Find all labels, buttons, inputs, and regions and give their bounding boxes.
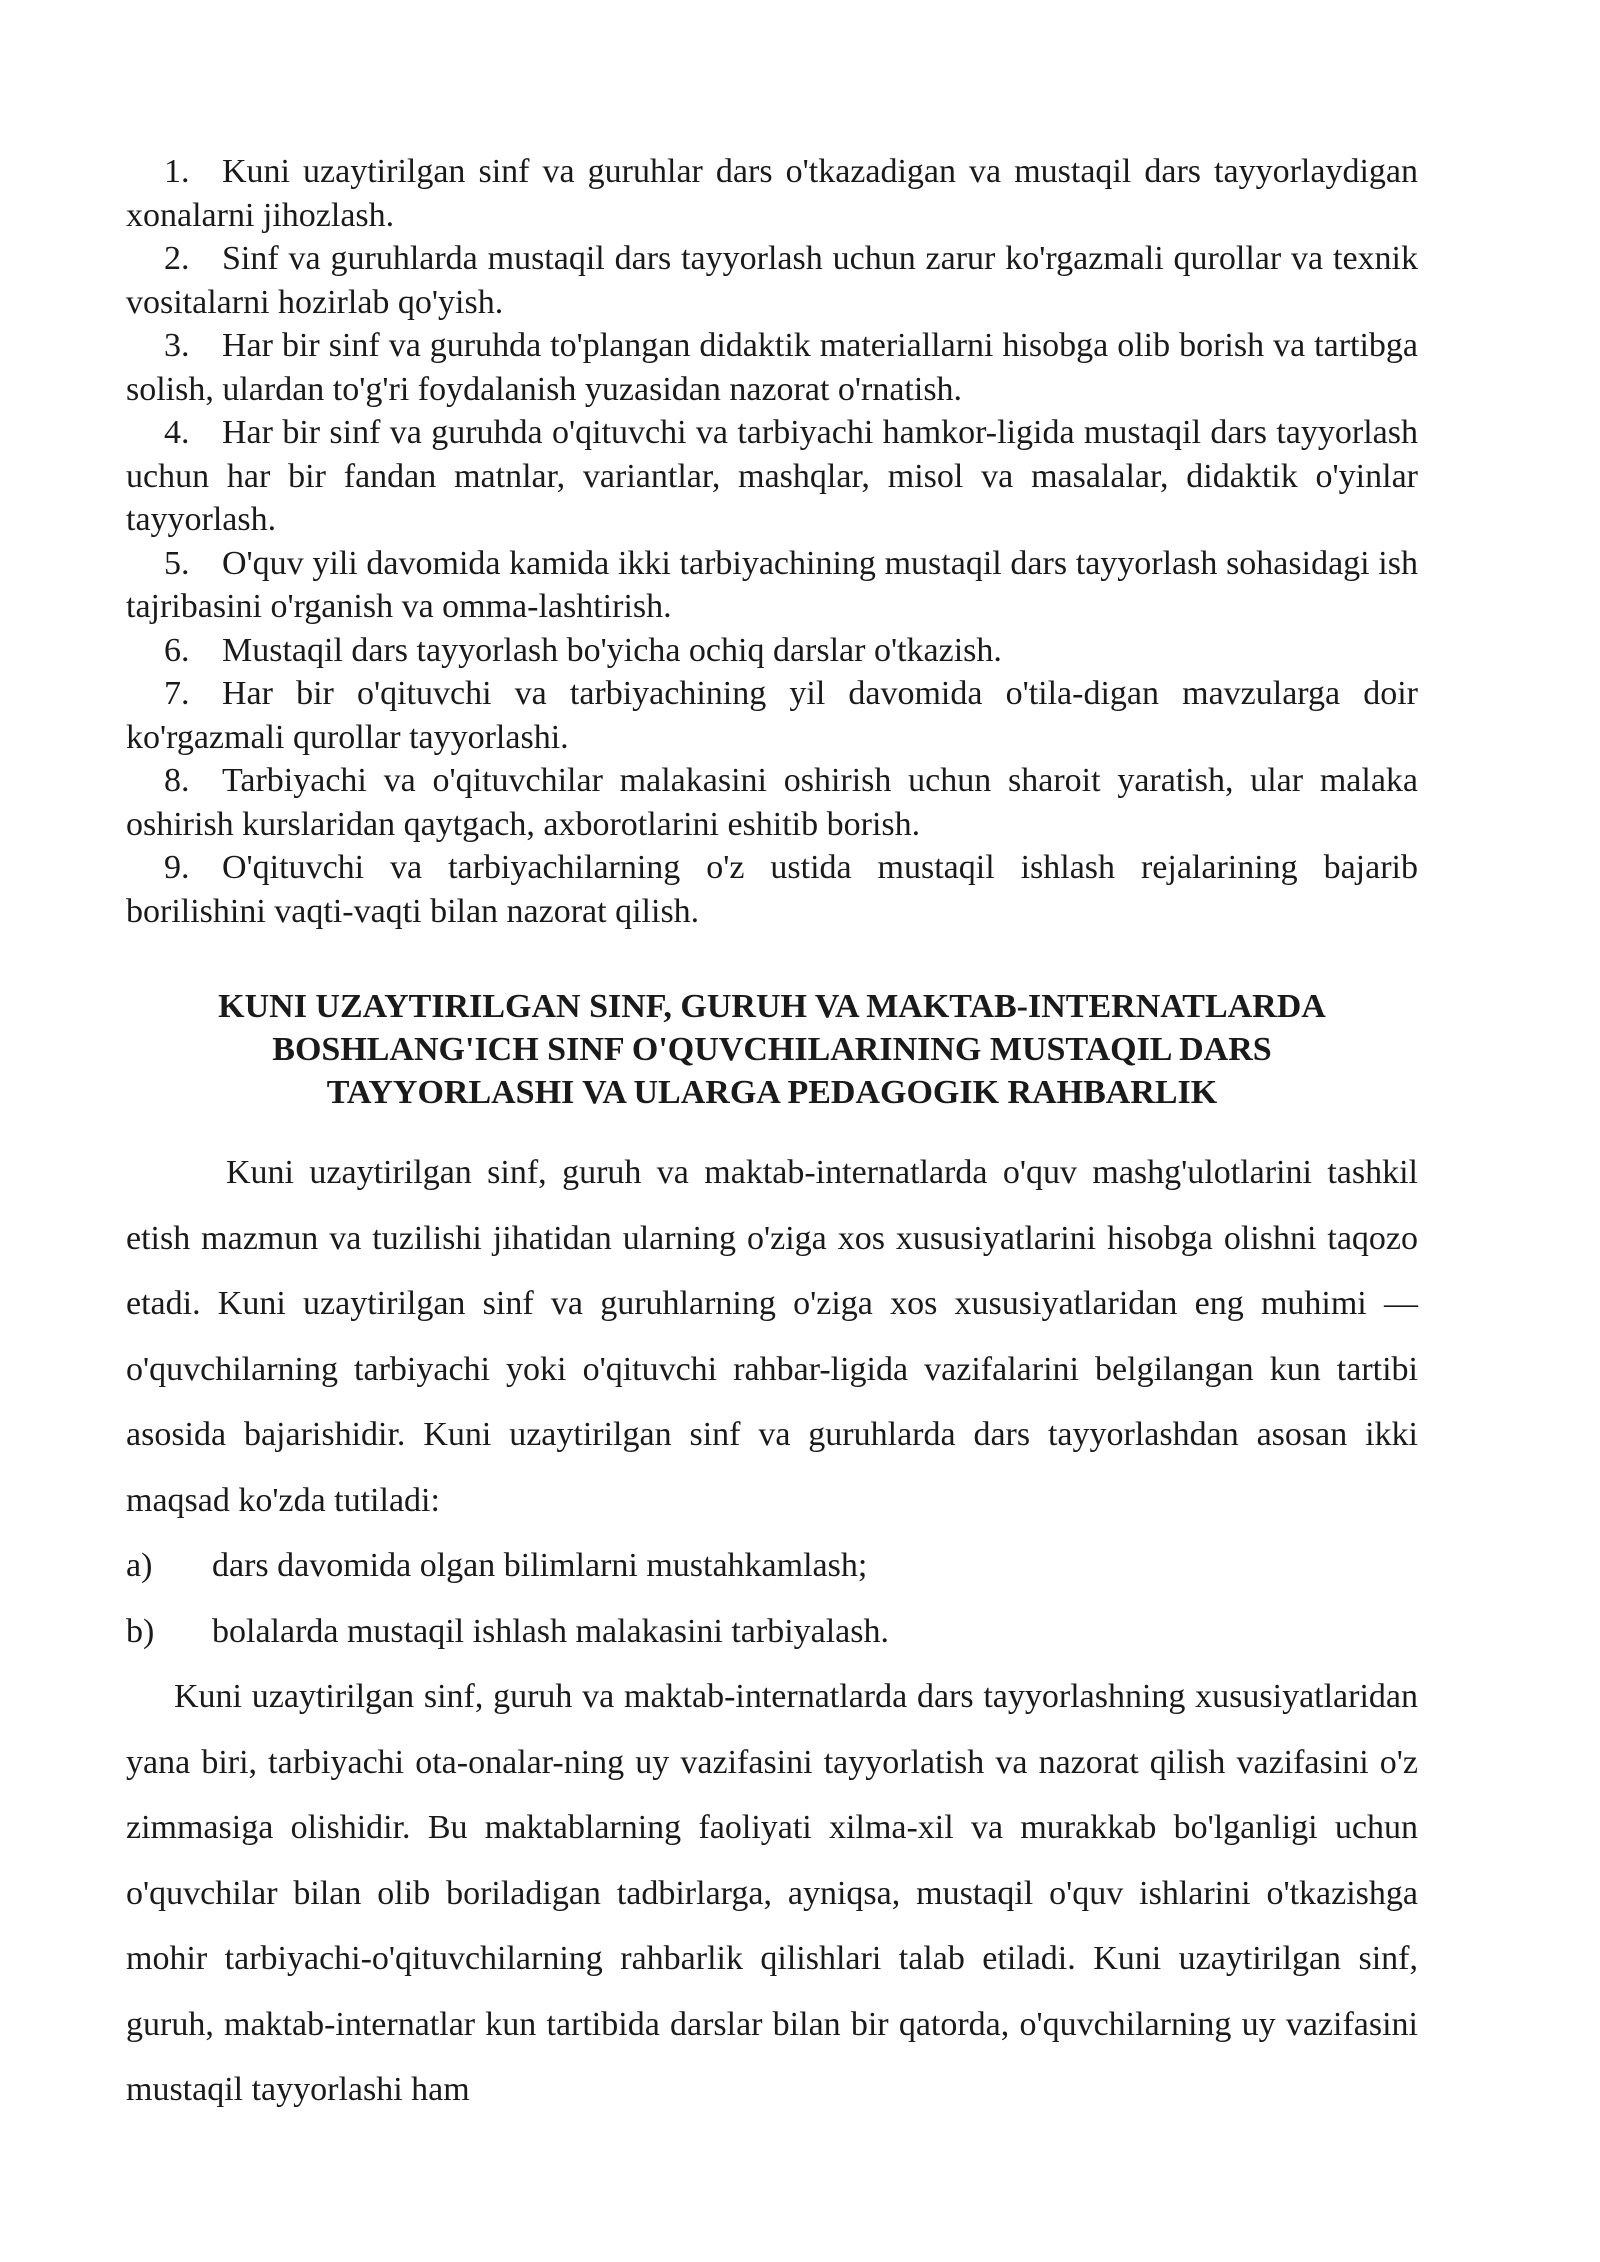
list-item: [126, 150, 1418, 237]
lettered-item: [126, 1599, 1418, 1665]
lettered-item-text: dars davomida olgan bilimlarni mustahkamlash;: [212, 1547, 868, 1584]
list-item-text: O'qituvchi va tarbiyachilarning o'z ustida mustaqil ishlash rejalarining bajarib borilishini vaqti-vaqti bilan nazorat qilish.: [126, 849, 1418, 930]
list-item-text: Mustaqil dars tayyorlash bo'yicha ochiq darslar o'tkazish.: [222, 631, 1002, 669]
list-item-number: 4.: [164, 414, 190, 451]
list-item-text: Tarbiyachi va o'qituvchilar malakasini oshirish uchun sharoit yaratish, ular malaka oshirish kurslaridan qaytgach, axborotlarini eshitib borish.: [126, 762, 1418, 843]
lettered-item-text: bolalarda mustaqil ishlash malakasini tarbiyalash.: [212, 1612, 889, 1650]
list-item: [126, 759, 1418, 846]
section-heading: [126, 985, 1418, 1114]
list-item-text: O'quv yili davomida kamida ikki tarbiyachining mustaqil dars tayyorlash sohasidagi ish tajribasini o'rganish va omma-lashtirish.: [126, 544, 1418, 625]
list-item-text: Har bir o'qituvchi va tarbiyachining yil davomida o'tila-digan mavzularga doir ko'rgazmali qurollar tayyorlashi.: [126, 675, 1418, 756]
body-paragraph: Kuni uzaytirilgan sinf, guruh va maktab-internatlarda dars tayyorlashning xususiyatlaridan yana biri, tarbiyachi ota-onalar-ning uy vazifasini tayyorlatish va nazorat qilish vazifasini o'z zimmasiga olishidir. Bu maktablarning faoliyati xilma-xil va murakkab bo'lganligi uchun o'quvchilar bilan olib boriladigan tadbirlarga, ayniqsa, mustaqil o'quv ishlarini o'tkazishga mohir tarbiyachi-o'qituvchilarning rahbarlik qilishlari talab etiladi. Kuni uzaytirilgan sinf, guruh, maktab-internatlar kun tartibida darslar bilan bir qatorda, o'quvchilarning uy vazifasini mustaqil tayyorlashi ham: [126, 1678, 1418, 2108]
lettered-item: [126, 1533, 1418, 1599]
list-item: [126, 846, 1418, 933]
lettered-item-marker: a): [126, 1547, 153, 1584]
list-item-number: 2.: [164, 240, 190, 277]
list-item-number: 1.: [164, 153, 190, 190]
list-item: [126, 324, 1418, 411]
list-item-text: Har bir sinf va guruhda o'qituvchi va tarbiyachi hamkor-ligida mustaqil dars tayyorlash uchun har bir fandan matnlar, variantlar, mashqlar, misol va masalalar, didaktik o'yinlar tayyorlash.: [126, 414, 1418, 538]
list-item: [126, 672, 1418, 759]
section-heading-line: BOSHLANG'ICH SINF O'QUVCHILARINING MUSTAQIL DARS: [272, 1031, 1272, 1068]
list-item-number: 6.: [164, 631, 190, 669]
list-item-text: Har bir sinf va guruhda to'plangan didaktik materiallarni hisobga olib borish va tartibga solish, ulardan to'g'ri foydalanish yuzasidan nazorat o'rnatish.: [126, 327, 1418, 408]
body-paragraph: Kuni uzaytirilgan sinf, guruh va maktab-internatlarda o'quv mashg'ulotlarini tashkil etish mazmun va tuzilishi jihatidan ularning o'ziga xos xususiyatlarini hisobga olishni taqozo etadi. Kuni uzaytirilgan sinf va guruhlarning o'ziga xos xususiyatlaridan eng muhimi — o'quvchilarning tarbiyachi yoki o'qituvchi rahbar-ligida vazifalarini belgilangan kun tartibi asosida bajarishidir. Kuni uzaytirilgan sinf va guruhlarda dars tayyorlashdan asosan ikki maqsad ko'zda tutiladi:: [126, 1154, 1418, 1519]
list-item: [126, 629, 1418, 673]
list-item-number: 7.: [164, 675, 190, 712]
list-item: [126, 542, 1418, 629]
lettered-list: [126, 1533, 1418, 1664]
section-heading-line: TAYYORLASHI VA ULARGA PEDAGOGIK RAHBARLIK: [326, 1074, 1218, 1111]
list-item-number: 9.: [164, 849, 190, 886]
lettered-item-marker: b): [126, 1612, 155, 1650]
list-item-text: Kuni uzaytirilgan sinf va guruhlar dars o'tkazadigan va mustaqil dars tayyorlaydigan xonalarni jihozlash.: [126, 153, 1418, 234]
list-item-number: 8.: [164, 762, 190, 799]
document-page: [126, 150, 1418, 2123]
numbered-list: [126, 150, 1418, 933]
list-item: [126, 237, 1418, 324]
list-item-number: 5.: [164, 544, 190, 582]
section-heading-line: KUNI UZAYTIRILGAN SINF, GURUH VA MAKTAB-INTERNATLARDA: [218, 988, 1326, 1025]
list-item-text: Sinf va guruhlarda mustaqil dars tayyorlash uchun zarur ko'rgazmali qurollar va texnik vositalarni hozirlab qo'yish.: [126, 240, 1418, 321]
list-item: [126, 411, 1418, 542]
list-item-number: 3.: [164, 327, 190, 364]
